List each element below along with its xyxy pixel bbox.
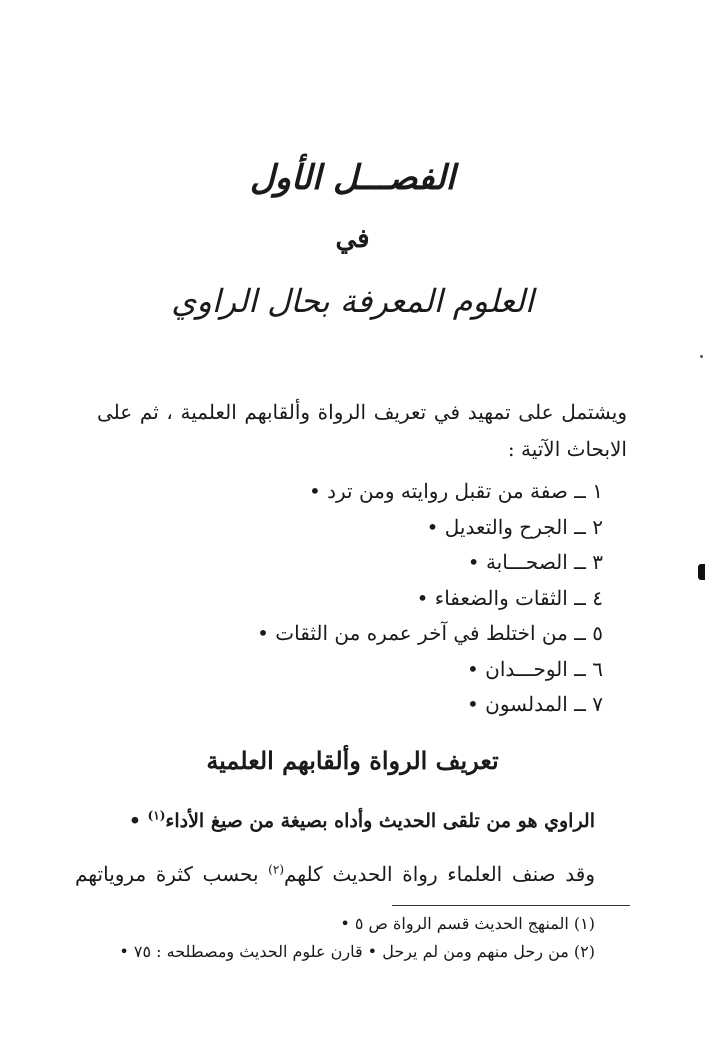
- intro-line-2: الابحاث الآتية :: [507, 437, 627, 461]
- paragraph-end: بحسب كثرة مروياتهم: [75, 862, 269, 886]
- scan-edge-speck: [700, 355, 703, 358]
- paragraph-start: وقد صنف العلماء رواة الحديث كلهم: [284, 862, 595, 886]
- topic-item: ٤ ــ الثقات والضعفاء •: [416, 585, 603, 610]
- footnote-ref-2: (٢): [268, 862, 284, 877]
- chapter-connector: في: [335, 224, 370, 254]
- intro-line-1: ويشتمل على تمهيد في تعريف الرواة وألقابهم العلمية ، ثم على: [97, 400, 627, 424]
- scan-edge-mark: [698, 564, 705, 580]
- topic-item: ٦ ــ الوحـــدان •: [466, 656, 603, 681]
- definition-body: الراوي هو من تلقى الحديث وأداه بصيغة من صيغ الأداء: [165, 810, 595, 832]
- topics-list: [153, 474, 603, 723]
- footnote-ref-1: (١): [147, 808, 166, 823]
- footnote-2: (٢) من رحل منهم ومن لم يرحل • قارن علوم الحديث ومصطلحه : ٧٥ •: [119, 942, 595, 961]
- topic-item: ٢ ــ الجرح والتعديل •: [426, 514, 603, 539]
- definition-text: [75, 810, 595, 832]
- topic-item: ٥ ــ من اختلط في آخر عمره من الثقات •: [257, 621, 603, 645]
- footnote-1: (١) المنهج الحديث قسم الرواة ص ٥ •: [340, 914, 595, 933]
- chapter-title: الفصـــل الأول: [249, 158, 456, 198]
- footnote-separator: [392, 905, 630, 906]
- section-heading: تعريف الرواة وألقابهم العلمية: [206, 746, 499, 775]
- topic-item: ٣ ــ الصحـــابة •: [467, 550, 603, 574]
- definition-end: •: [128, 810, 148, 832]
- topic-item: ١ ــ صفة من تقبل روايته ومن ترد •: [308, 479, 603, 503]
- chapter-subtitle: العلوم المعرفة بحال الراوي: [171, 282, 534, 320]
- topic-item: ٧ ــ المدلسون •: [466, 692, 603, 716]
- body-paragraph: [75, 862, 595, 886]
